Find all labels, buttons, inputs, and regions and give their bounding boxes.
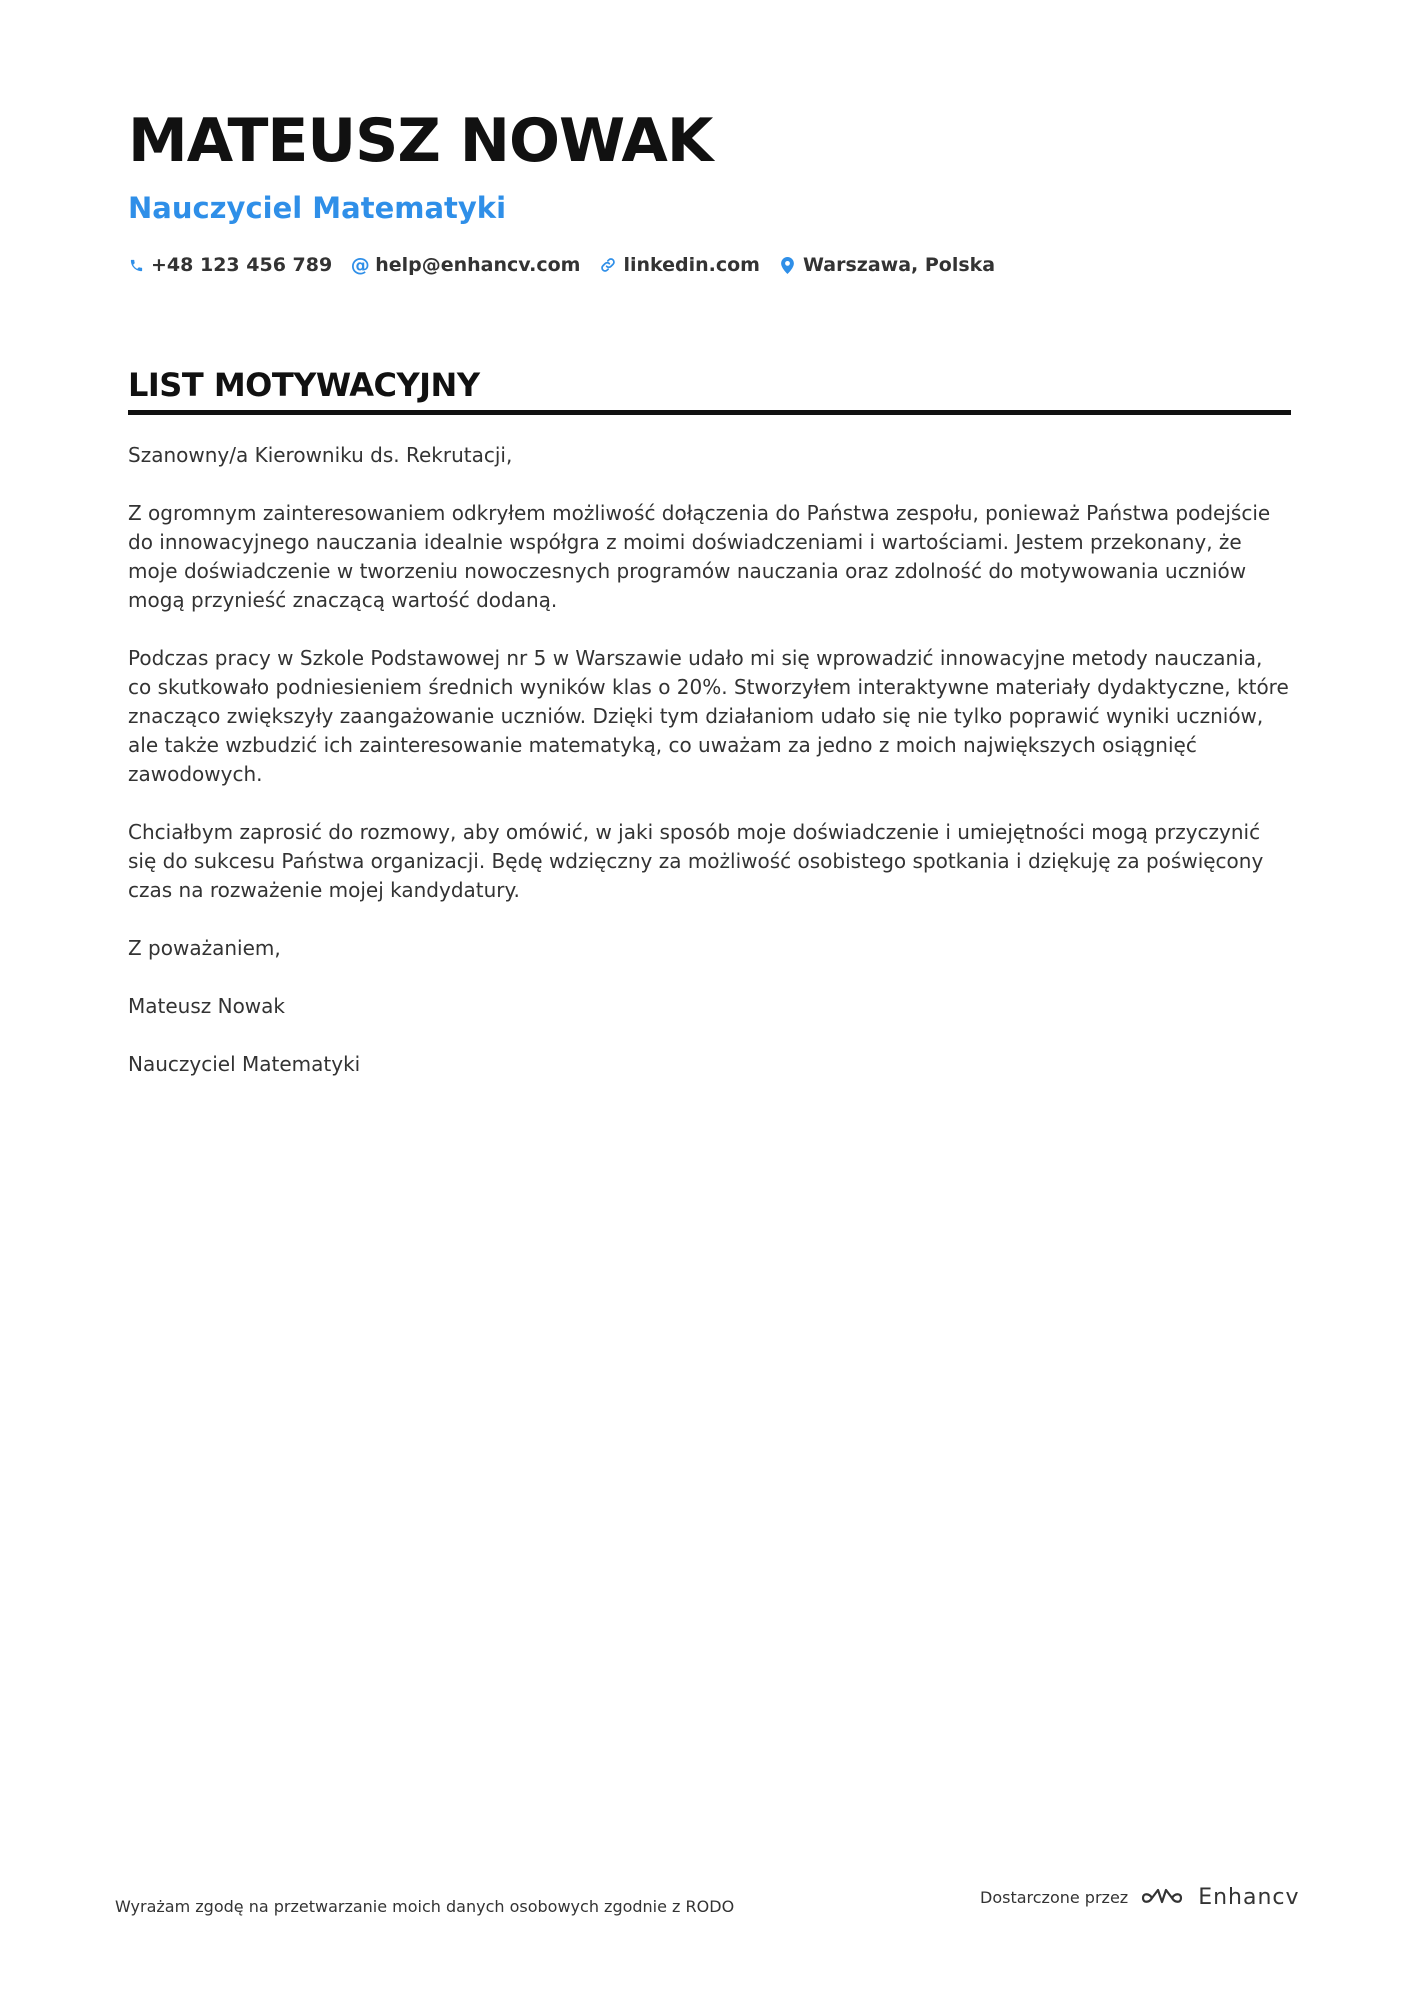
phone-icon xyxy=(128,256,144,274)
powered-by xyxy=(980,1885,1300,1910)
enhancv-logo-text[interactable]: Enhancv xyxy=(1198,1885,1300,1910)
gdpr-consent: Wyrażam zgodę na przetwarzanie moich danych osobowych zgodnie z RODO xyxy=(115,1897,735,1916)
contact-linkedin xyxy=(600,254,760,276)
contact-email xyxy=(352,254,580,276)
candidate-name: MATEUSZ NOWAK xyxy=(128,106,713,176)
link-icon xyxy=(600,256,616,274)
contact-bar xyxy=(128,254,995,276)
signature-name: Mateusz Nowak xyxy=(128,994,286,1018)
linkedin-text[interactable]: linkedin.com xyxy=(623,254,760,276)
powered-by-label: Dostarczone przez xyxy=(980,1888,1129,1907)
letter-greeting: Szanowny/a Kierowniku ds. Rekrutacji, xyxy=(128,443,513,467)
section-title: LIST MOTYWACYJNY xyxy=(128,366,480,404)
location-text: Warszawa, Polska xyxy=(802,254,996,276)
contact-location xyxy=(780,254,995,276)
enhancv-logo-icon xyxy=(1140,1886,1186,1910)
signature-title: Nauczyciel Matematyki xyxy=(128,1052,361,1076)
letter-paragraph: Chciałbym zaprosić do rozmowy, aby omówić, w jaki sposób moje doświadczenie i umiejętności mogą przyczynić się do sukcesu Państwa organizacji. Będę wdzięczny za możliwość osobistego spotkania i dziękuję za poświęcony czas na rozważenie mojej kandydatury. xyxy=(128,820,1264,902)
contact-phone xyxy=(128,254,332,276)
location-pin-icon xyxy=(780,256,796,274)
phone-text[interactable]: +48 123 456 789 xyxy=(151,254,333,276)
letter-paragraph: Podczas pracy w Szkole Podstawowej nr 5 w Warszawie udało mi się wprowadzić innowacyjne metody nauczania, co skutkowało podniesieniem średnich wyników klas o 20%. Stworzyłem interaktywne materiały dydaktyczne, które znacząco zwiększyły zaangażowanie uczniów. Dzięki tym działaniom udało się nie tylko poprawić wyniki uczniów, ale także wzbudzić ich zainteresowanie matematyką, co uważam za jedno z moich największych osiągnięć zawodowych. xyxy=(128,646,1289,786)
email-text[interactable]: help@enhancv.com xyxy=(375,254,581,276)
at-icon: @ xyxy=(350,253,370,276)
candidate-role: Nauczyciel Matematyki xyxy=(128,191,507,225)
letter-closing: Z poważaniem, xyxy=(128,936,281,960)
letter-body xyxy=(128,441,1291,1108)
letter-paragraph: Z ogromnym zainteresowaniem odkryłem możliwość dołączenia do Państwa zespołu, ponieważ Państwa podejście do innowacyjnego nauczania idealnie współgra z moimi doświadczeniami i wartościami. Jestem przekonany, że moje doświadczenie w tworzeniu nowoczesnych programów nauczania oraz zdolność do motywowania uczniów mogą przynieść znaczącą wartość dodaną. xyxy=(128,501,1271,612)
section-divider xyxy=(128,410,1291,415)
